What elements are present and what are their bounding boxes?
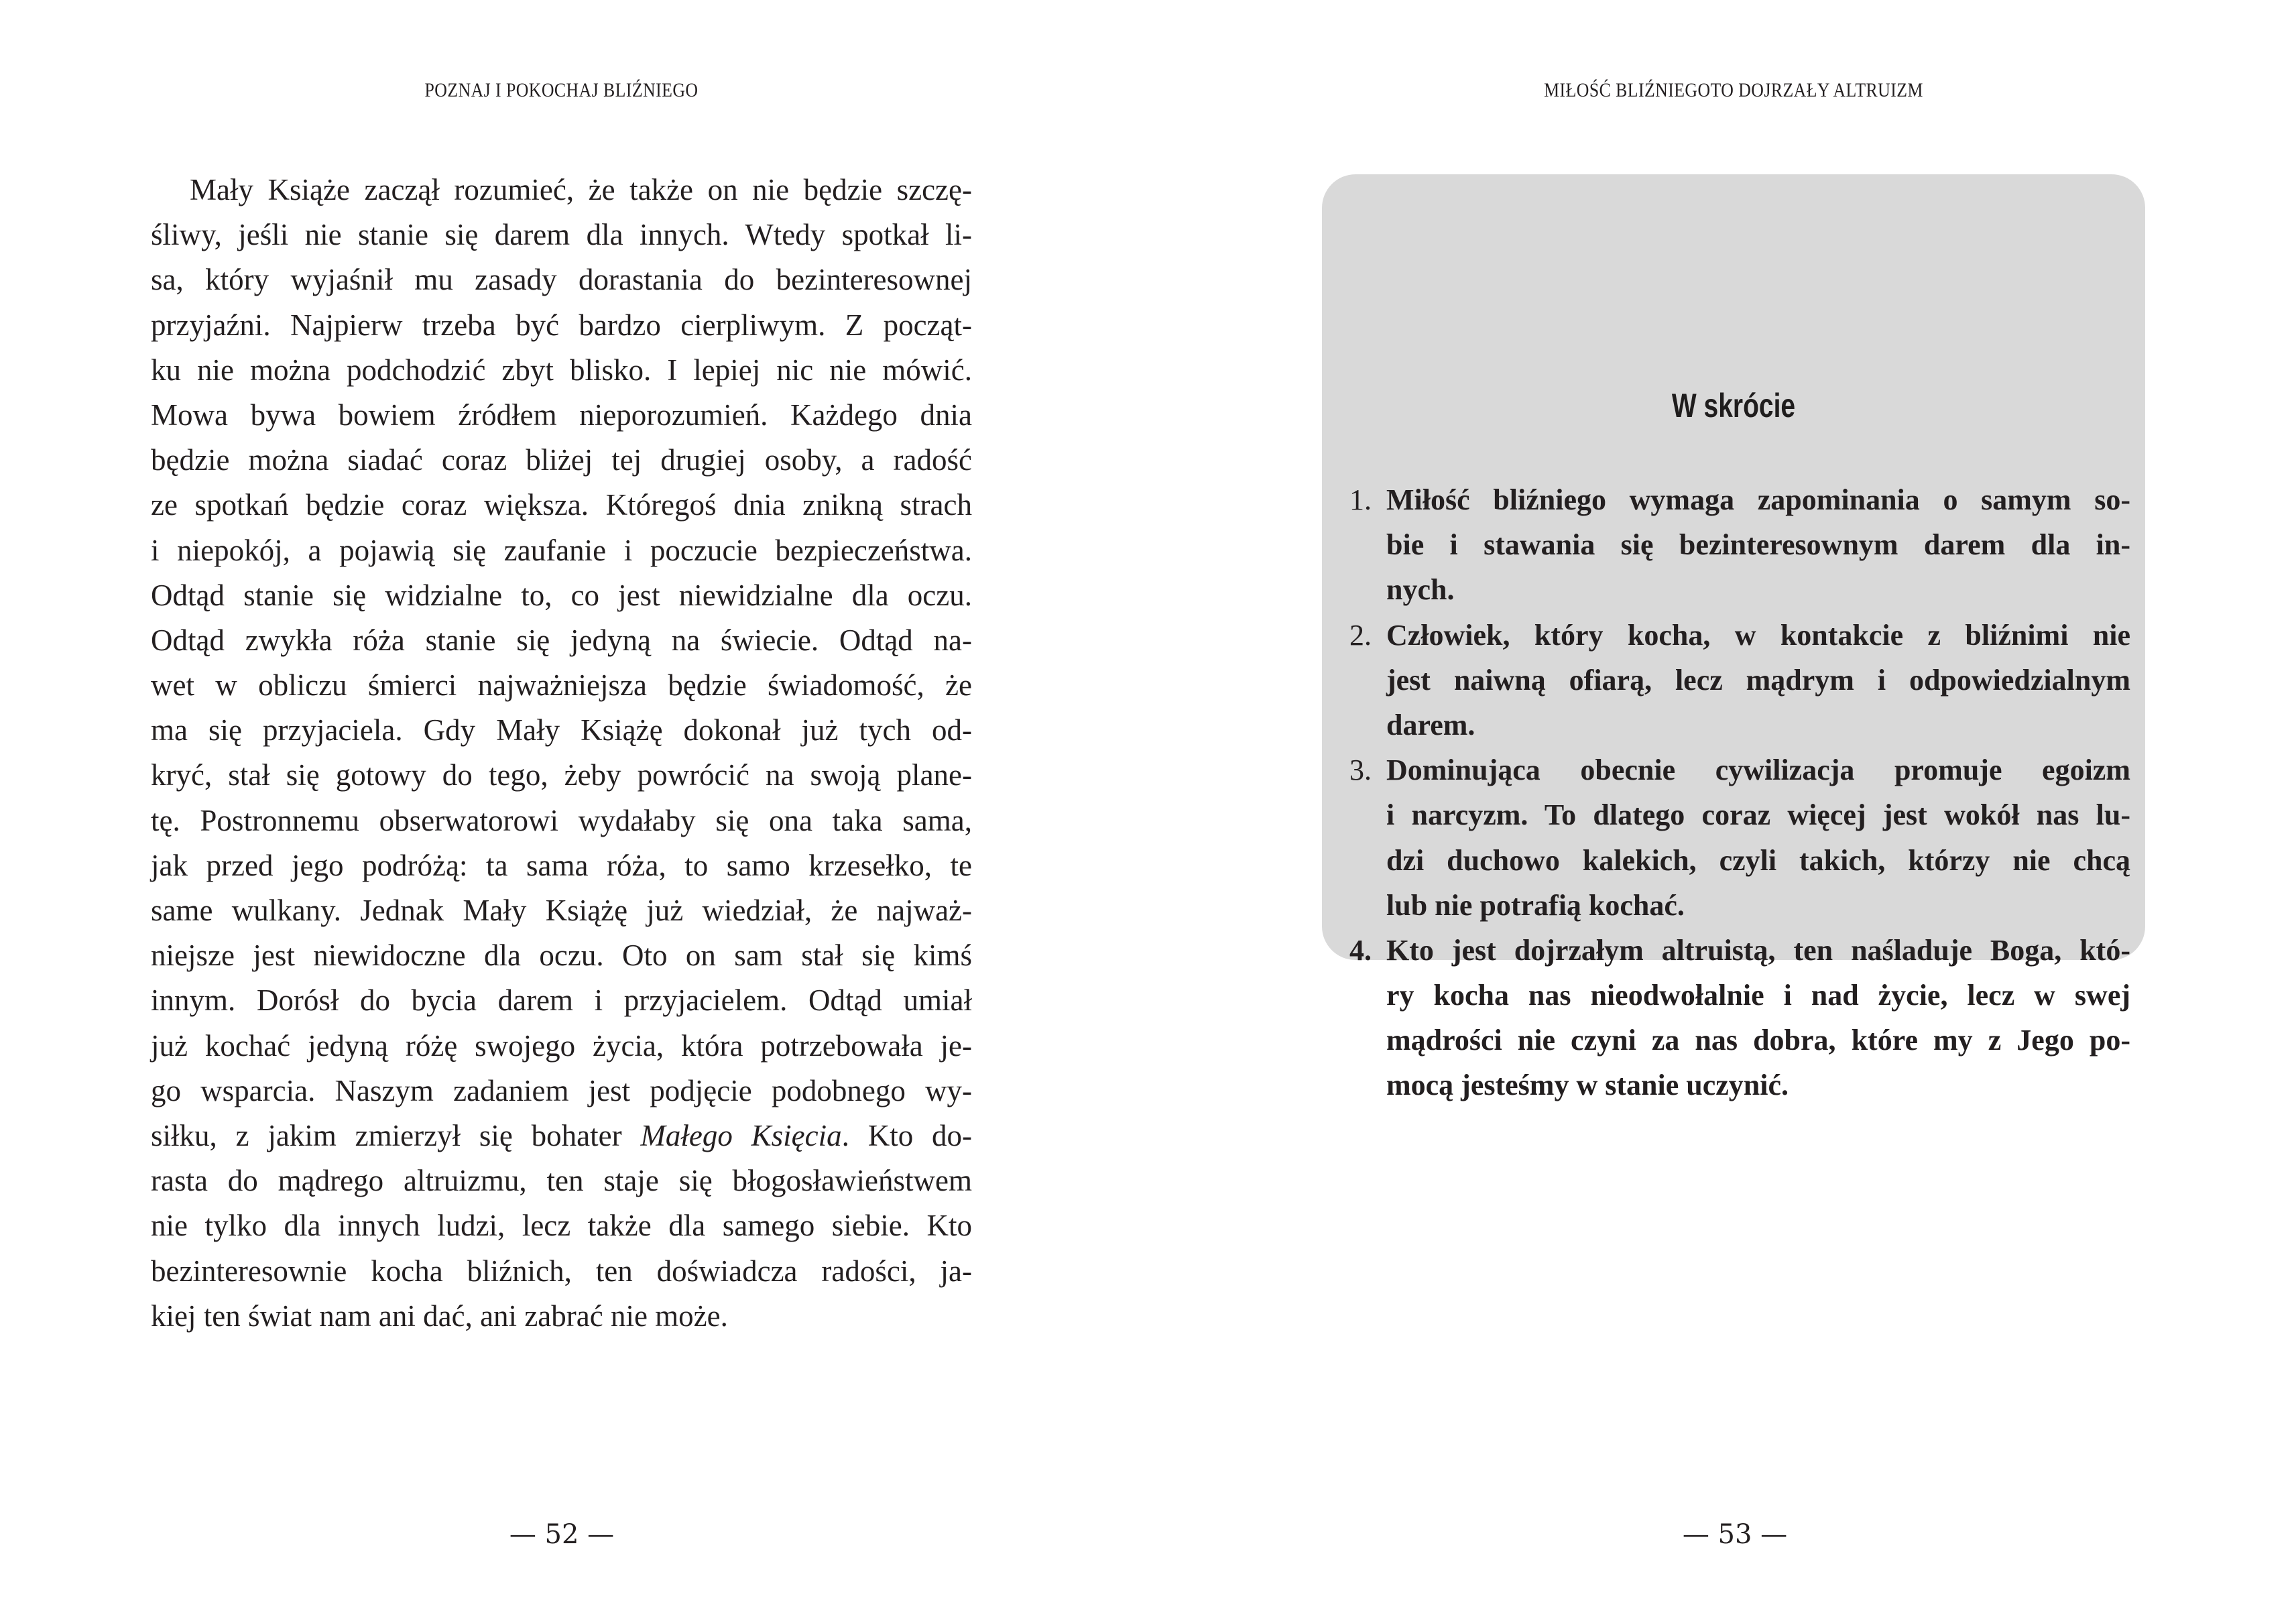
- summary-item-line: i narcyzm. To dlatego coraz więcej jest wokół nas lu-: [1386, 798, 2130, 832]
- running-head-left: POZNAJ I POKOCHAJ BLIŹNIEGO: [424, 79, 699, 101]
- summary-box: [1322, 174, 2145, 1102]
- body-line: już kochać jedyną różę swojego życia, która potrzebowała je-: [151, 1028, 972, 1063]
- body-paragraph: [151, 168, 972, 1339]
- body-line: Mowa bywa bowiem źródłem nieporozumień. Każdego dnia: [151, 398, 972, 432]
- summary-item-line: mądrości nie czyni za nas dobra, które my z Jego po-: [1386, 1024, 2130, 1057]
- page-number-right: — 53 —: [1682, 1519, 1788, 1550]
- body-line: sa, który wyjaśnił mu zasady dorastania do bezinteresownej: [151, 263, 972, 297]
- body-line: śliwy, jeśli nie stanie się darem dla innych. Wtedy spotkał li-: [151, 218, 972, 252]
- summary-item: [1349, 928, 2130, 1108]
- summary-item-number: 3.: [1349, 754, 1372, 787]
- summary-item-number: 1.: [1349, 483, 1372, 516]
- right-page: [1148, 0, 2296, 1623]
- body-line: bezinteresownie kocha bliźnich, ten doświadcza radości, ja-: [151, 1254, 972, 1288]
- summary-title: W skrócie: [1671, 387, 1796, 424]
- summary-item-number: 4.: [1349, 933, 1372, 967]
- body-line: jak przed jego podróżą: ta sama róża, to samo krzesełko, te: [151, 848, 972, 882]
- summary-item-number: 2.: [1349, 618, 1372, 652]
- summary-item-line: Dominująca obecnie cywilizacja promuje egoizm: [1386, 754, 2130, 787]
- body-line: ma się przyjaciela. Gdy Mały Książę dokonał już tych od-: [151, 713, 972, 747]
- page-number-left: — 52 —: [509, 1519, 615, 1550]
- body-line: Mały Książe zaczął rozumieć, że także on nie będzie szczę-: [190, 173, 972, 206]
- summary-item-line: Kto jest dojrzałym altruistą, ten naśladuje Boga, któ-: [1386, 933, 2130, 967]
- body-line: Odtąd zwykła róża stanie się jedyną na świecie. Odtąd na-: [151, 623, 972, 657]
- body-line: same wulkany. Jednak Mały Książę już wiedział, że najważ-: [151, 894, 972, 927]
- summary-item-line: lub nie potrafią kochać.: [1386, 888, 1685, 922]
- summary-item-line: ry kocha nas nieodwołalnie i nad życie, lecz w swej: [1386, 979, 2130, 1012]
- body-line: ku nie można podchodzić zbyt blisko. I lepiej nic nie mówić.: [151, 353, 972, 387]
- summary-item-line: jest naiwną ofiarą, lecz mądrym i odpowiedzialnym: [1386, 663, 2130, 697]
- summary-item-line: mocą jesteśmy w stanie uczynić.: [1386, 1069, 1789, 1102]
- body-line: kryć, stał się gotowy do tego, żeby powrócić na swoją plane-: [151, 758, 972, 792]
- summary-list: [1349, 477, 2130, 1108]
- summary-item-line: Człowiek, który kocha, w kontakcie z bliźnimi nie: [1386, 618, 2130, 652]
- body-line-text: . Kto do-: [841, 1118, 972, 1152]
- summary-item-line: darem.: [1386, 708, 1475, 741]
- body-line: nie tylko dla innych ludzi, lecz także dla samego siebie. Kto: [151, 1209, 972, 1243]
- body-line-text: siłku, z jakim zmierzył się bohater: [151, 1118, 641, 1152]
- body-line: wet w obliczu śmierci najważniejsza będzie świadomość, że: [151, 668, 972, 703]
- summary-item: [1349, 747, 2130, 928]
- summary-item-line: nych.: [1386, 573, 1455, 607]
- summary-item-line: dzi duchowo kalekich, czyli takich, którzy nie chcą: [1386, 843, 2130, 877]
- body-line: [151, 1114, 972, 1158]
- body-line: ze spotkań będzie coraz większa. Któregoś dnia znikną strach: [151, 488, 972, 522]
- body-line: rasta do mądrego altruizmu, ten staje się błogosławieństwem: [151, 1164, 972, 1198]
- summary-item-line: Miłość bliźniego wymaga zapominania o samym so-: [1386, 483, 2130, 516]
- body-line: tę. Postronnemu obserwatorowi wydałaby się ona taka sama,: [151, 803, 972, 837]
- body-line: przyjaźni. Najpierw trzeba być bardzo cierpliwym. Z począt-: [151, 308, 972, 342]
- body-line: i niepokój, a pojawią się zaufanie i poczucie bezpieczeństwa.: [151, 533, 972, 567]
- book-title-italic: Małego Księcia: [640, 1118, 842, 1152]
- body-line: Odtąd stanie się widzialne to, co jest niewidzialne dla oczu.: [151, 578, 972, 612]
- body-line: będzie można siadać coraz bliżej tej drugiej osoby, a radość: [151, 443, 972, 477]
- running-head-right: MIŁOŚĆ BLIŹNIEGOTO DOJRZAŁY ALTRUIZM: [1544, 79, 1923, 101]
- summary-item-line: bie i stawania się bezinteresownym darem dla in-: [1386, 528, 2130, 562]
- summary-item: [1349, 613, 2130, 748]
- body-line: innym. Dorósł do bycia darem i przyjacielem. Odtąd umiał: [151, 983, 972, 1018]
- body-line: niejsze jest niewidoczne dla oczu. Oto on sam stał się kimś: [151, 939, 972, 973]
- body-line: go wsparcia. Naszym zadaniem jest podjęcie podobnego wy-: [151, 1073, 972, 1107]
- summary-item: [1349, 477, 2130, 613]
- body-line: kiej ten świat nam ani dać, ani zabrać nie może.: [151, 1299, 728, 1333]
